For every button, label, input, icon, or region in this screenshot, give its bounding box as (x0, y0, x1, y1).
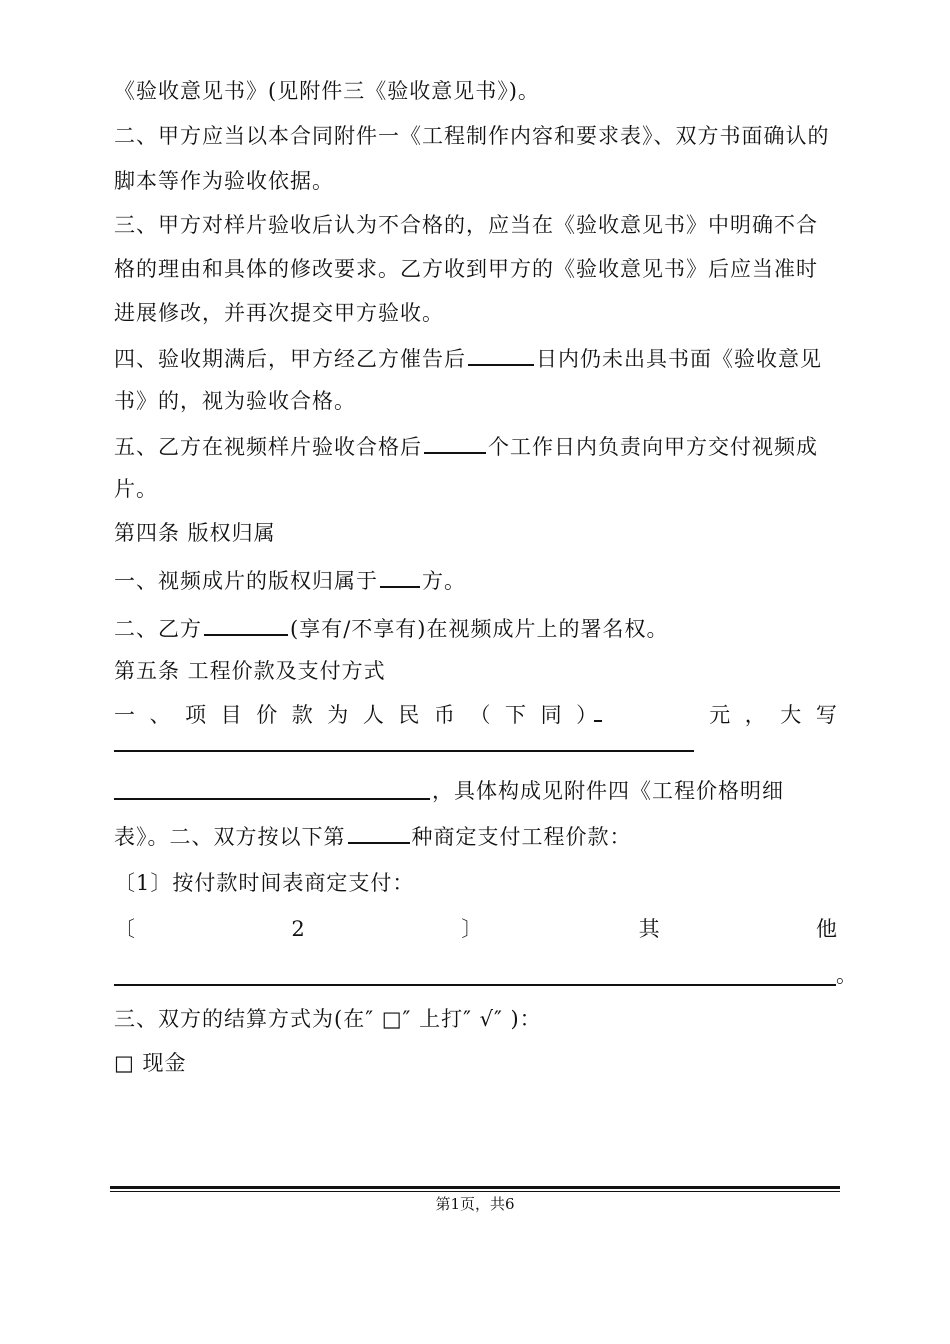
punctuation: 。 (836, 963, 858, 987)
char: 2 (291, 917, 306, 941)
char: 款 (291, 703, 314, 727)
char: 、 (149, 703, 172, 727)
fill-in-blank-owner[interactable] (380, 566, 420, 588)
text-segment: 四、验收期满后，甲方经乙方催告后 (114, 347, 466, 371)
text-segment: 日内仍未出具书面《验收意见 (536, 347, 822, 371)
char: （ (469, 703, 492, 727)
paragraph-line (114, 432, 838, 460)
fill-in-blank-days[interactable] (468, 344, 534, 366)
fill-in-blank-other-payment[interactable] (114, 984, 836, 986)
section-heading: 第四条 版权归属 (114, 521, 276, 545)
paragraph-line (114, 344, 838, 372)
list-item: 〔1〕按付款时间表商定支付： (114, 871, 415, 895)
char: 大 (780, 703, 803, 727)
paragraph-line: ，具体构成见附件四《工程价格明细 (432, 779, 784, 803)
text-segment: 表》。二、双方按以下第 (114, 825, 346, 849)
section-heading: 第五条 工程价款及支付方式 (114, 659, 386, 683)
char: 其 (638, 917, 661, 941)
fill-in-blank-attribution[interactable] (204, 614, 288, 636)
char: 一 (114, 703, 136, 727)
char: 民 (398, 703, 421, 727)
paragraph-line (114, 822, 838, 850)
paragraph-line: 二、甲方应当以本合同附件一《工程制作内容和要求表》、双方书面确认的 (114, 124, 830, 148)
char: 他 (816, 917, 838, 941)
paragraph-line: 《验收意见书》(见附件三《验收意见书》)。 (114, 79, 540, 103)
text-segment: 一、视频成片的版权归属于 (114, 569, 378, 593)
text-segment: 五、乙方在视频样片验收合格后 (114, 435, 422, 459)
paragraph-line: 格的理由和具体的修改要求。乙方收到甲方的《验收意见书》后应当准时 (114, 257, 818, 281)
char: 下 (505, 703, 528, 727)
fill-in-blank-amount-words-cont[interactable] (114, 798, 430, 800)
paragraph-line: 书》的，视为验收合格。 (114, 389, 356, 413)
paragraph-line: 三、双方的结算方式为(在″ □″ 上打″ √″ )： (114, 1007, 542, 1031)
footer-divider-thin (110, 1191, 840, 1192)
paragraph-line (114, 614, 838, 642)
char: 同 (540, 703, 563, 727)
text-segment: 个工作日内负责向甲方交付视频成 (488, 435, 818, 459)
paragraph-line (114, 566, 838, 594)
char: 〔 (114, 917, 136, 941)
checkbox-option-cash[interactable]: □ 现金 (114, 1051, 187, 1075)
blank-underline-stub (594, 720, 602, 722)
paragraph-line: 进展修改，并再次提交甲方验收。 (114, 301, 444, 325)
text-segment: 方。 (422, 569, 466, 593)
char: 目 (220, 703, 243, 727)
char: 人 (362, 703, 385, 727)
char: ） (576, 703, 599, 727)
text-segment: (享有/不享有)在视频成片上的署名权。 (290, 617, 669, 641)
text-segment: 二、乙方 (114, 617, 202, 641)
char: ， (744, 703, 767, 727)
price-line (114, 702, 838, 728)
char: 币 (433, 703, 456, 727)
fill-in-blank-amount-words[interactable] (114, 750, 694, 752)
char: 项 (185, 703, 208, 727)
text-segment: 种商定支付工程价款： (411, 825, 632, 849)
paragraph-line: 脚本等作为验收依据。 (114, 169, 334, 193)
fill-in-blank-payment-option[interactable] (348, 822, 410, 844)
footer-divider (110, 1186, 840, 1189)
list-item (114, 916, 838, 942)
page-number: 第1页，共6 (435, 1195, 515, 1213)
fill-in-blank-workdays[interactable] (424, 432, 486, 454)
fill-in-blank-amount[interactable] (614, 702, 694, 724)
paragraph-line: 三、甲方对样片验收后认为不合格的，应当在《验收意见书》中明确不合 (114, 213, 818, 237)
char: 写 (815, 703, 838, 727)
paragraph-line: 片。 (114, 477, 158, 501)
char: 价 (256, 703, 279, 727)
char: 〕 (461, 917, 484, 941)
char: 为 (327, 703, 350, 727)
char: 元 (709, 703, 732, 727)
